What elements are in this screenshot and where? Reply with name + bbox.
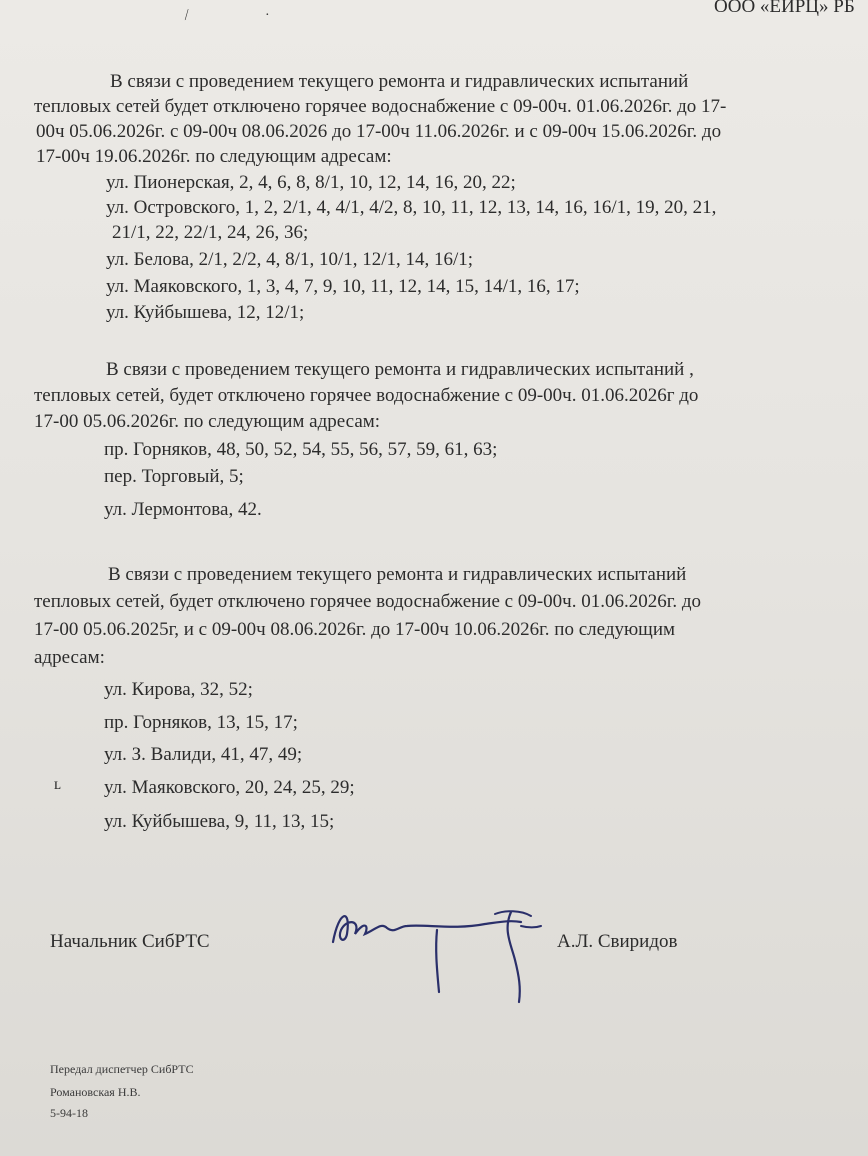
block2-address-2: пер. Торговый, 5;: [104, 466, 244, 487]
top-pen-mark: ⁄: [183, 8, 191, 23]
block2-line-3: 17-00 05.06.2026г. по следующим адресам:: [34, 411, 381, 432]
footer-line-3: 5-94-18: [50, 1106, 88, 1120]
margin-pen-mark: ʟ: [54, 776, 61, 793]
signatory-title: Начальник СибРТС: [50, 931, 210, 952]
block1-address-2: ул. Островского, 1, 2, 2/1, 4, 4/1, 4/2, 8, 10, 11, 12, 13, 14, 16, 16/1, 19, 20, 21,: [106, 197, 717, 218]
block1-address-5: ул. Маяковского, 1, 3, 4, 7, 9, 10, 11, 12, 14, 15, 14/1, 16, 17;: [106, 276, 580, 297]
block2-line-2: тепловых сетей, будет отключено горячее водоснабжение с 09-00ч. 01.06.2026г до: [34, 385, 699, 406]
block3-line-2: тепловых сетей, будет отключено горячее водоснабжение с 09-00ч. 01.06.2026г. до: [34, 591, 702, 612]
signatory-name: А.Л. Свиридов: [557, 931, 678, 952]
block2-address-3: ул. Лермонтова, 42.: [104, 499, 262, 520]
block3-address-2: пр. Горняков, 13, 15, 17;: [104, 712, 298, 733]
footer-line-2: Романовская Н.В.: [50, 1085, 141, 1099]
top-dot-mark: ·: [265, 8, 270, 23]
block1-line-4: 17-00ч 19.06.2026г. по следующим адресам:: [36, 146, 392, 167]
block1-address-1: ул. Пионерская, 2, 4, 6, 8, 8/1, 10, 12, 14, 16, 20, 22;: [106, 172, 516, 193]
block3-address-3: ул. З. Валиди, 41, 47, 49;: [104, 744, 303, 765]
block3-line-4: адресам:: [34, 647, 105, 668]
block3-address-5: ул. Куйбышева, 9, 11, 13, 15;: [104, 811, 335, 832]
block1-address-3: 21/1, 22, 22/1, 24, 26, 36;: [112, 222, 309, 243]
block3-address-4: ул. Маяковского, 20, 24, 25, 29;: [104, 777, 355, 798]
block3-line-3: 17-00 05.06.2025г, и с 09-00ч 08.06.2026г. до 17-00ч 10.06.2026г. по следующим: [34, 619, 676, 640]
handwritten-signature: [325, 900, 555, 1010]
header-organization: ООО «ЕИРЦ» РБ: [714, 0, 855, 17]
block2-line-1: В связи с проведением текущего ремонта и гидравлических испытаний ,: [106, 359, 694, 380]
footer-line-1: Передал диспетчер СибРТС: [50, 1062, 194, 1076]
block1-address-6: ул. Куйбышева, 12, 12/1;: [106, 302, 305, 323]
block3-line-1: В связи с проведением текущего ремонта и гидравлических испытаний: [108, 564, 687, 585]
block1-line-3: 00ч 05.06.2026г. с 09-00ч 08.06.2026 до 17-00ч 11.06.2026г. и с 09-00ч 15.06.2026г. до: [36, 121, 722, 142]
block3-address-1: ул. Кирова, 32, 52;: [104, 679, 253, 700]
block1-address-4: ул. Белова, 2/1, 2/2, 4, 8/1, 10/1, 12/1, 14, 16/1;: [106, 249, 474, 270]
block1-line-1: В связи с проведением текущего ремонта и гидравлических испытаний: [110, 71, 689, 92]
block2-address-1: пр. Горняков, 48, 50, 52, 54, 55, 56, 57, 59, 61, 63;: [104, 439, 498, 460]
block1-line-2: тепловых сетей будет отключено горячее водоснабжение с 09-00ч. 01.06.2026г. до 17-: [34, 96, 727, 117]
